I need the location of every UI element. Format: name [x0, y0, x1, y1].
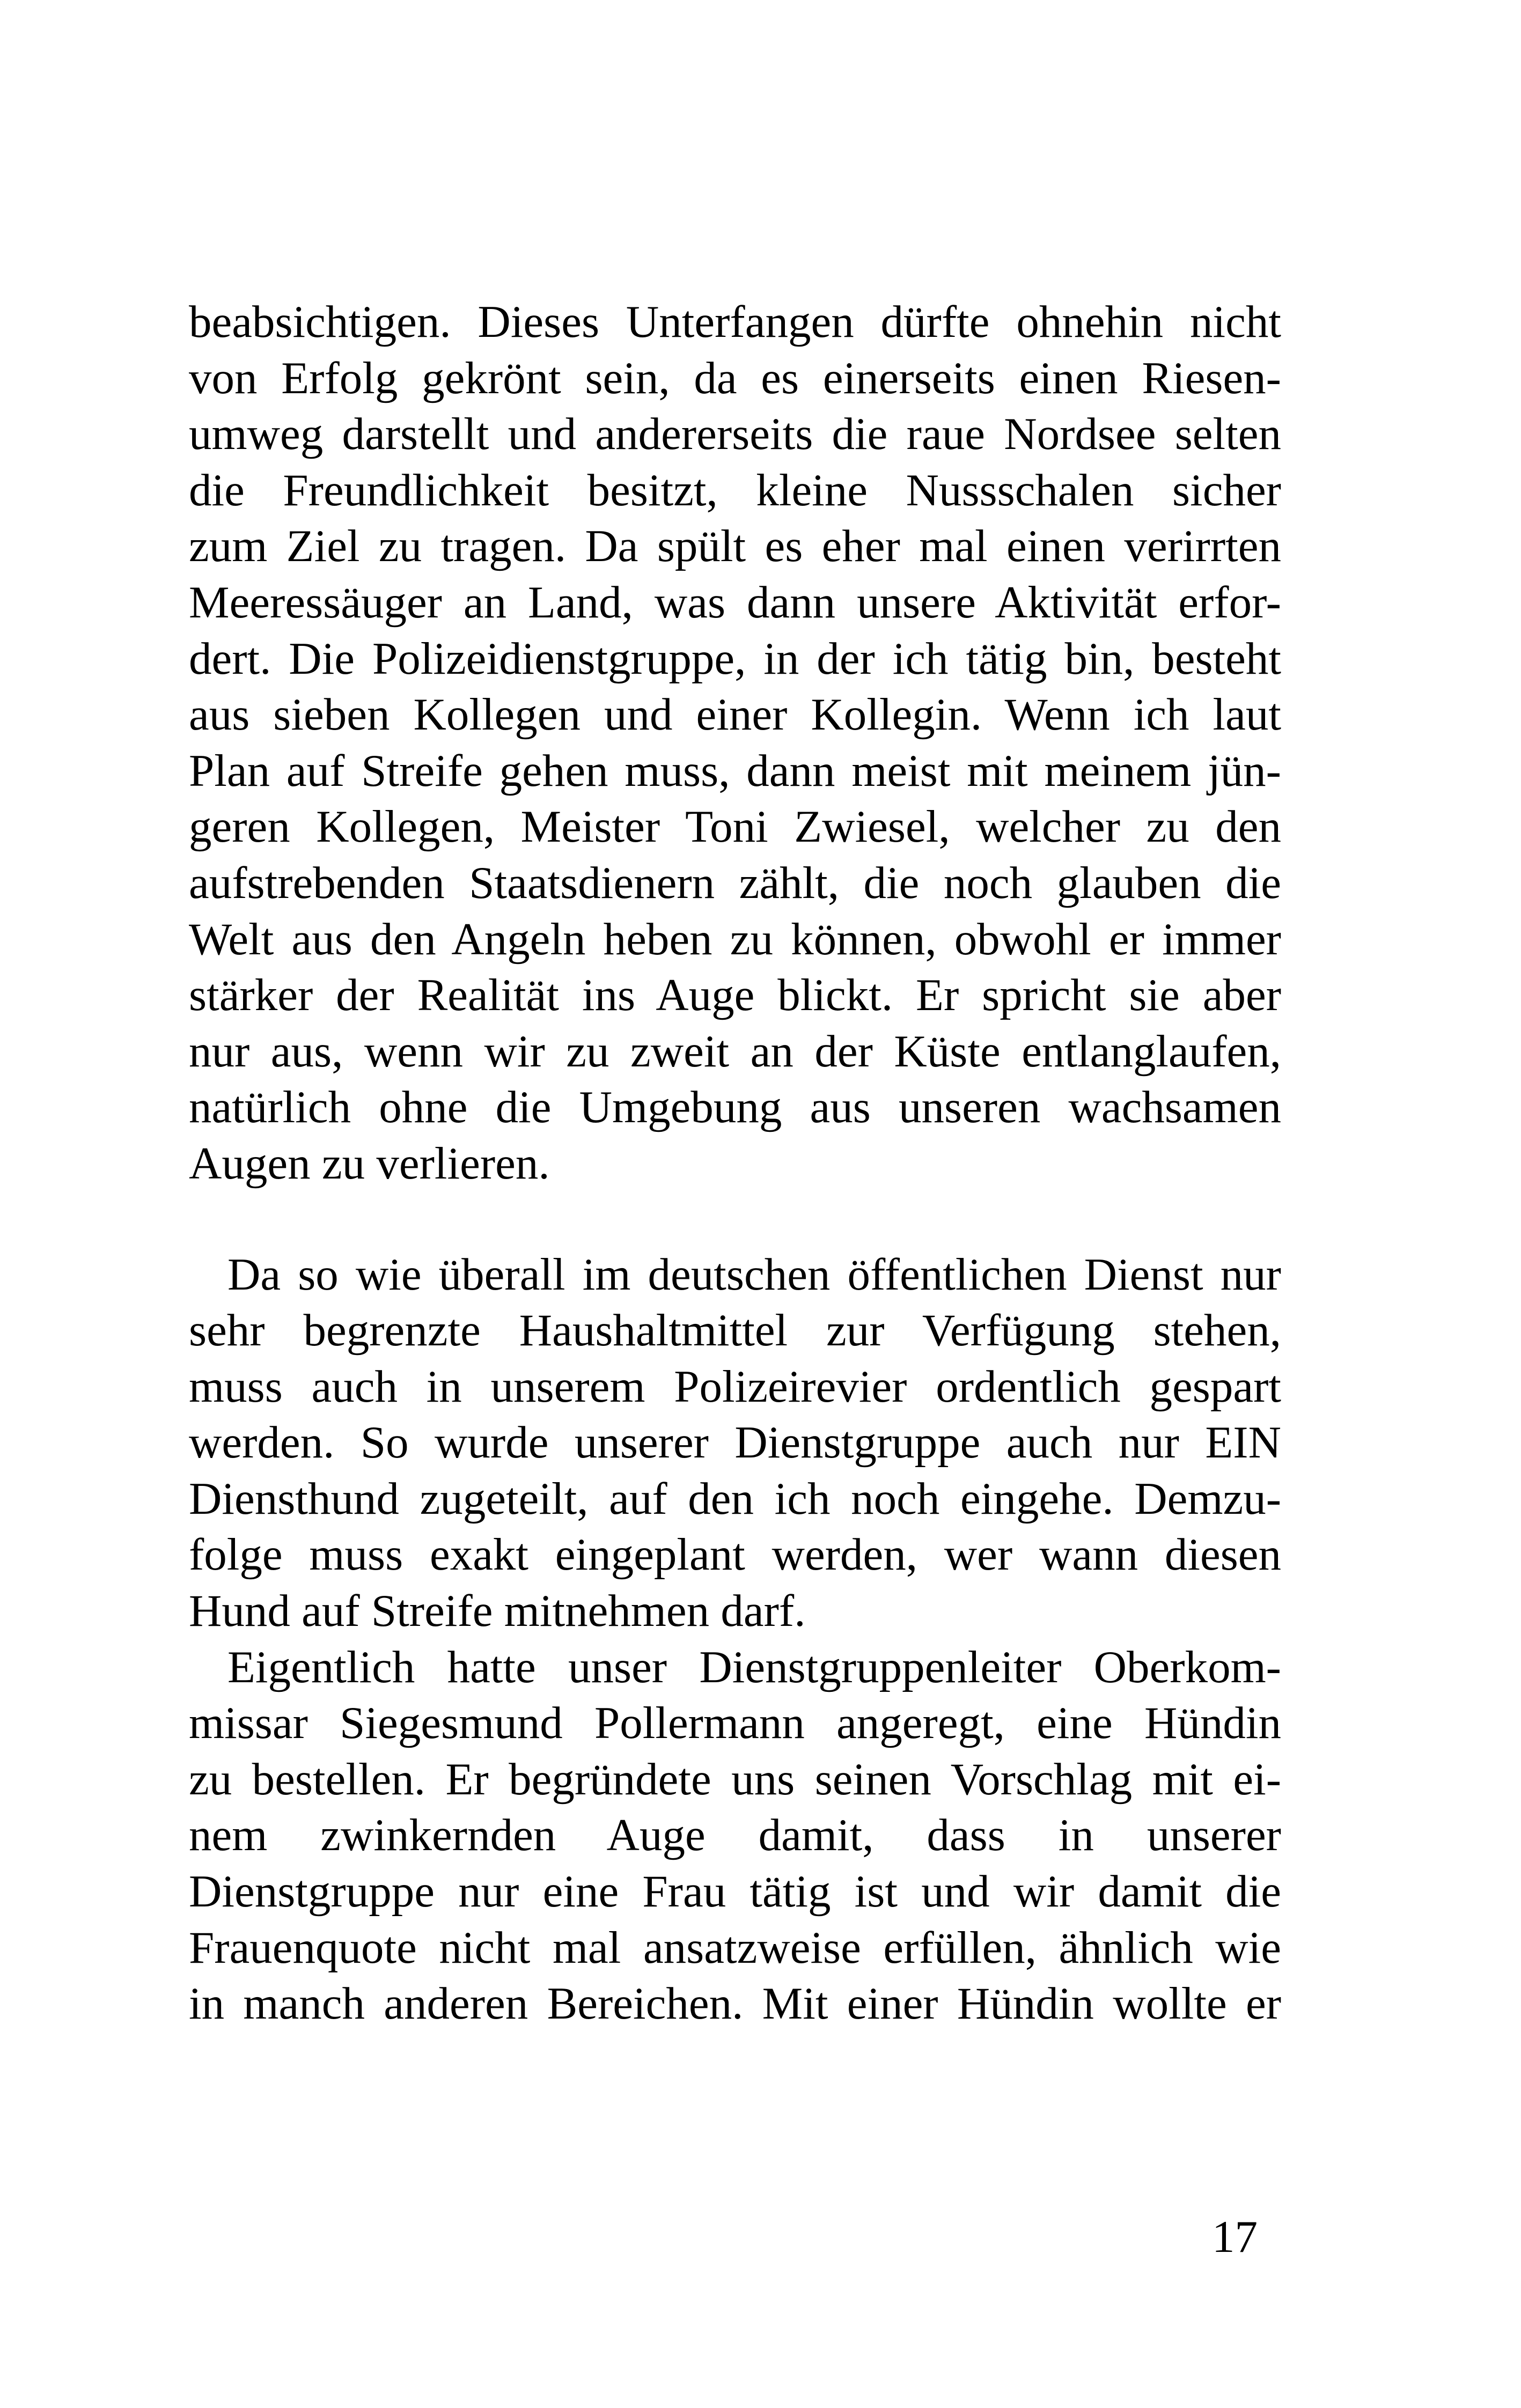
text-line: Hund auf Streife mitnehmen darf.: [189, 1586, 806, 1637]
text-line: Da so wie überall im deutschen öffentlichen Dienst nur: [227, 1249, 1281, 1300]
text-line: Welt aus den Angeln heben zu können, obwohl er immer: [189, 914, 1281, 964]
text-line: Plan auf Streife gehen muss, dann meist mit meinem jün-: [189, 745, 1281, 796]
text-line: sehr begrenzte Haushaltmittel zur Verfügung stehen,: [189, 1305, 1281, 1356]
text-line: folge muss exakt eingeplant werden, wer wann diesen: [189, 1529, 1281, 1580]
text-line: nem zwinkernden Auge damit, dass in unserer: [189, 1810, 1281, 1861]
text-line: muss auch in unserem Polizeirevier ordentlich gespart: [189, 1361, 1281, 1412]
text-line: Meeressäuger an Land, was dann unsere Aktivität erfor-: [189, 577, 1281, 628]
text-line: geren Kollegen, Meister Toni Zwiesel, welcher zu den: [189, 801, 1281, 852]
body-text: [189, 294, 1281, 2032]
text-line: Diensthund zugeteilt, auf den ich noch eingehe. Demzu-: [189, 1473, 1281, 1524]
paragraph: [189, 294, 1281, 1192]
text-line: Frauenquote nicht mal ansatzweise erfüllen, ähnlich wie: [189, 1922, 1281, 1973]
text-line: Dienstgruppe nur eine Frau tätig ist und wir damit die: [189, 1866, 1281, 1917]
paragraph: [189, 1247, 1281, 1639]
text-line: beabsichtigen. Dieses Unterfangen dürfte ohnehin nicht: [189, 297, 1281, 347]
paragraph: [189, 1639, 1281, 2032]
text-line: stärker der Realität ins Auge blickt. Er spricht sie aber: [189, 970, 1281, 1021]
text-line: natürlich ohne die Umgebung aus unseren wachsamen: [189, 1082, 1281, 1133]
text-line: dert. Die Polizeidienstgruppe, in der ich tätig bin, besteht: [189, 633, 1281, 684]
text-line: von Erfolg gekrönt sein, da es einerseits einen Riesen-: [189, 352, 1281, 403]
text-line: zu bestellen. Er begründete uns seinen Vorschlag mit ei-: [189, 1754, 1281, 1805]
page-number: 17: [1212, 2212, 1258, 2262]
text-line: Eigentlich hatte unser Dienstgruppenleiter Oberkom-: [227, 1641, 1281, 1692]
text-line: aufstrebenden Staatsdienern zählt, die noch glauben die: [189, 857, 1281, 908]
text-line: Augen zu verlieren.: [189, 1138, 550, 1189]
text-line: nur aus, wenn wir zu zweit an der Küste entlanglaufen,: [189, 1026, 1281, 1077]
text-line: aus sieben Kollegen und einer Kollegin. Wenn ich laut: [189, 689, 1281, 740]
text-line: die Freundlichkeit besitzt, kleine Nussschalen sicher: [189, 465, 1281, 516]
text-line: zum Ziel zu tragen. Da spült es eher mal einen verirrten: [189, 521, 1281, 572]
paragraph-gap: [189, 1192, 1281, 1247]
text-line: umweg darstellt und andererseits die raue Nordsee selten: [189, 409, 1281, 460]
text-line: missar Siegesmund Pollermann angeregt, eine Hündin: [189, 1698, 1281, 1749]
text-line: werden. So wurde unserer Dienstgruppe auch nur EIN: [189, 1417, 1281, 1468]
text-line: in manch anderen Bereichen. Mit einer Hündin wollte er: [189, 1978, 1281, 2029]
